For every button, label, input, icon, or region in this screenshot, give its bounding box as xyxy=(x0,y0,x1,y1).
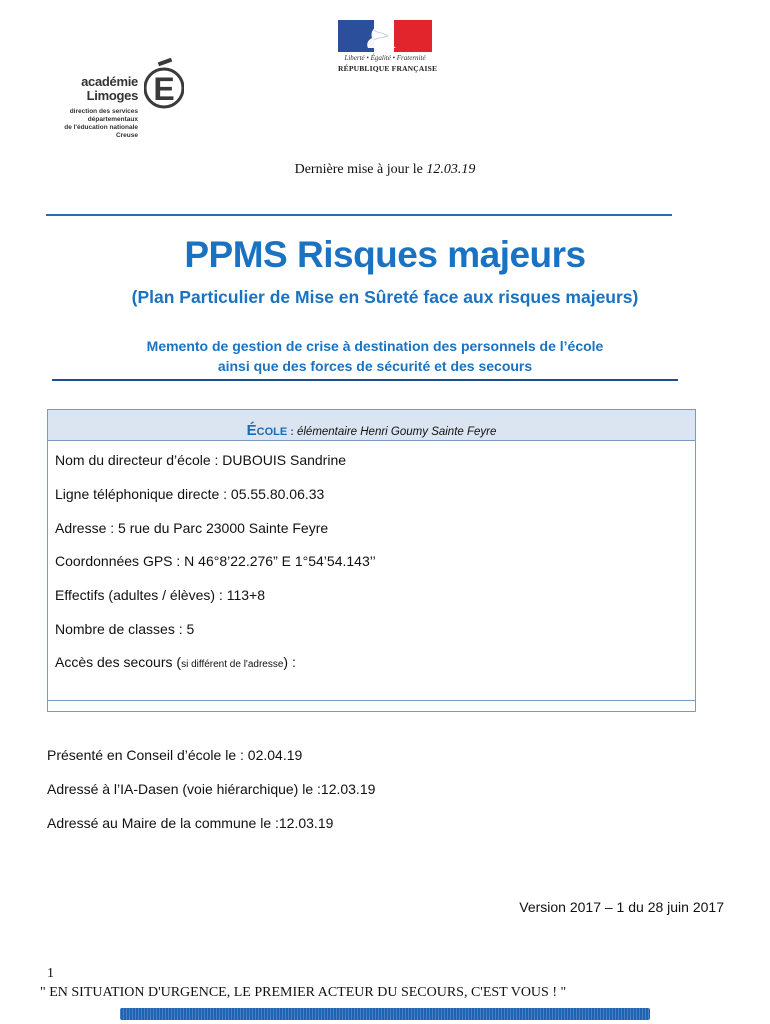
last-update-date: 12.03.19 xyxy=(426,162,476,177)
address-field: Adresse : 5 rue du Parc 23000 Sainte Feyre xyxy=(55,520,329,536)
school-info-box xyxy=(47,409,696,712)
school-label-rest: COLE : xyxy=(256,426,297,438)
acad-sub-line: Creuse xyxy=(115,132,138,139)
mayor-sent: Adressé au Maire de la commune le :12.03.19 xyxy=(47,815,334,831)
footer-bar xyxy=(120,1008,650,1020)
rf-name: RÉPUBLIQUE FRANÇAISE xyxy=(338,64,438,73)
school-label-initial: É xyxy=(246,422,257,439)
council-presentation: Présenté en Conseil d’école le : 02.04.19 xyxy=(47,747,303,763)
school-header xyxy=(48,410,695,441)
rf-motto: Liberté • Égalité • Fraternité xyxy=(344,54,426,62)
acad-sub-line: de l'éducation nationale xyxy=(64,124,138,131)
phone-field: Ligne téléphonique directe : 05.55.80.06.33 xyxy=(55,486,325,502)
access-note: si différent de l'adresse xyxy=(181,659,284,670)
version-label: Version 2017 – 1 du 28 juin 2017 xyxy=(519,899,724,915)
classes-field: Nombre de classes : 5 xyxy=(55,621,195,637)
svg-text:E: E xyxy=(153,71,175,107)
memento-divider xyxy=(52,379,678,381)
footer-slogan: " EN SITUATION D'URGENCE, LE PREMIER ACTEUR DU SECOURS, C'EST VOUS ! " xyxy=(40,985,567,1000)
access-suffix: ) : xyxy=(283,654,296,670)
academie-label: académie xyxy=(81,74,138,89)
ia-dasen-sent: Adressé à l’IA-Dasen (voie hiérarchique) le :12.03.19 xyxy=(47,781,376,797)
last-update-line xyxy=(0,162,770,178)
top-divider xyxy=(46,214,672,216)
access-prefix: Accès des secours ( xyxy=(55,654,182,670)
page-subtitle: (Plan Particulier de Mise en Sûreté face aux risques majeurs) xyxy=(131,287,639,307)
school-box-divider xyxy=(48,700,695,701)
academie-e-icon xyxy=(144,58,184,110)
republique-francaise-logo xyxy=(338,20,438,76)
acad-sub-line: direction des services xyxy=(69,108,138,115)
memento-line-2: ainsi que des forces de sécurité et des secours xyxy=(217,358,533,374)
marianne-flag-icon xyxy=(338,20,432,52)
director-field: Nom du directeur d’école : DUBOUIS Sandrine xyxy=(55,452,347,468)
limoges-label: Limoges xyxy=(86,88,138,103)
emergency-access-field xyxy=(55,654,296,670)
page-number: 1 xyxy=(47,966,54,981)
acad-sub-line: départementaux xyxy=(87,116,138,123)
last-update-prefix: Dernière mise à jour le xyxy=(294,162,427,177)
academie-limoges-logo xyxy=(44,58,184,146)
gps-field: Coordonnées GPS : N 46°8’22.276” E 1°54’54.143’’ xyxy=(55,553,376,569)
page-title: PPMS Risques majeurs xyxy=(184,234,586,275)
memento-line-1: Memento de gestion de crise à destination des personnels de l’école xyxy=(146,338,604,354)
school-name: élémentaire Henri Goumy Sainte Feyre xyxy=(296,426,497,438)
staff-field: Effectifs (adultes / élèves) : 113+8 xyxy=(55,587,265,603)
